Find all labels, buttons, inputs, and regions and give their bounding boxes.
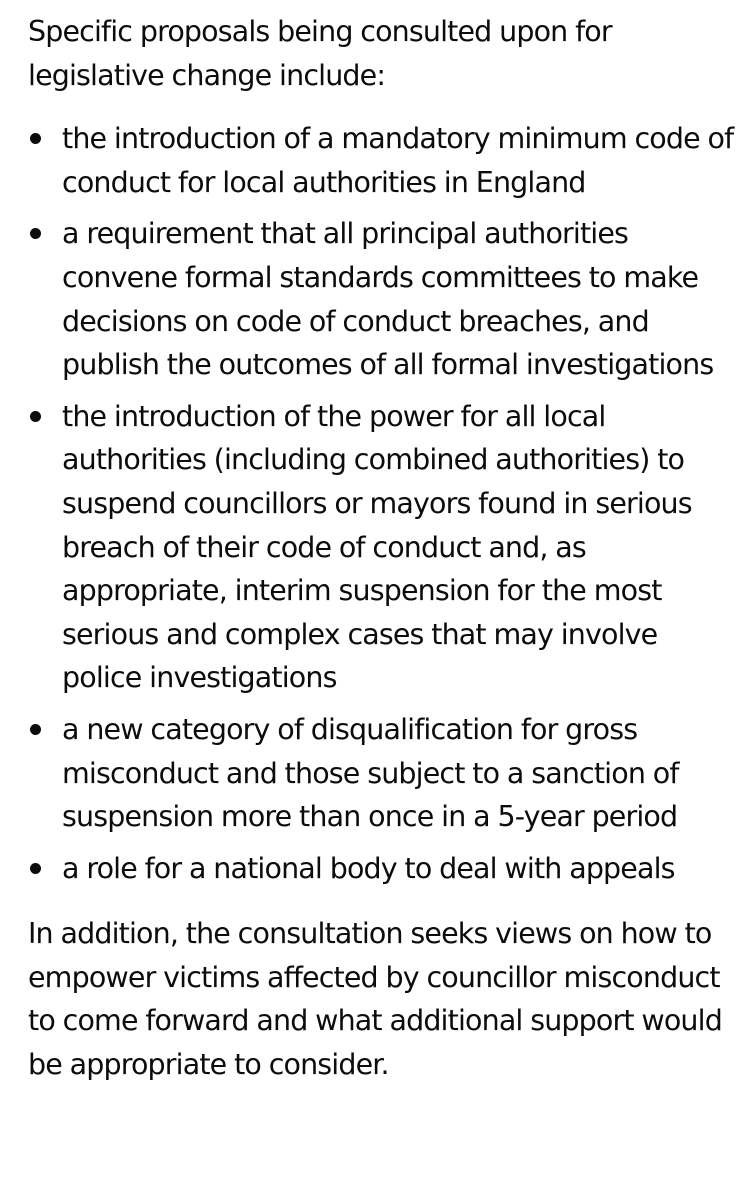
list-item <box>28 117 738 204</box>
bullet-icon <box>30 724 41 735</box>
list-item-text: the introduction of the power for all local authorities (including combined authorities) to suspend councillors or mayors found in serious breach of their code of conduct and, as appropriate, interim suspension for the most serious and complex cases that may involve police investigations <box>62 399 692 695</box>
bullet-icon <box>30 133 41 144</box>
proposals-list <box>28 117 738 890</box>
bullet-icon <box>30 411 41 422</box>
intro-paragraph: Specific proposals being consulted upon for legislative change include: <box>28 15 612 92</box>
list-item <box>28 212 738 386</box>
list-item-text: a new category of disqualification for gross misconduct and those subject to a sanction of suspension more than once in a 5-year period <box>62 712 679 834</box>
list-item <box>28 395 738 700</box>
list-item-text: a requirement that all principal authorities convene formal standards committees to make decisions on code of conduct breaches, and publish the outcomes of all formal investigations <box>62 217 714 382</box>
list-item <box>28 708 738 839</box>
bullet-icon <box>30 228 41 239</box>
list-item-text: a role for a national body to deal with appeals <box>62 851 675 885</box>
bullet-icon <box>30 863 41 874</box>
list-item-text: the introduction of a mandatory minimum code of conduct for local authorities in England <box>62 122 734 199</box>
list-item <box>28 847 738 891</box>
closing-paragraph: In addition, the consultation seeks views on how to empower victims affected by councillor misconduct to come forward and what additional support would be appropriate to consider. <box>28 917 722 1082</box>
